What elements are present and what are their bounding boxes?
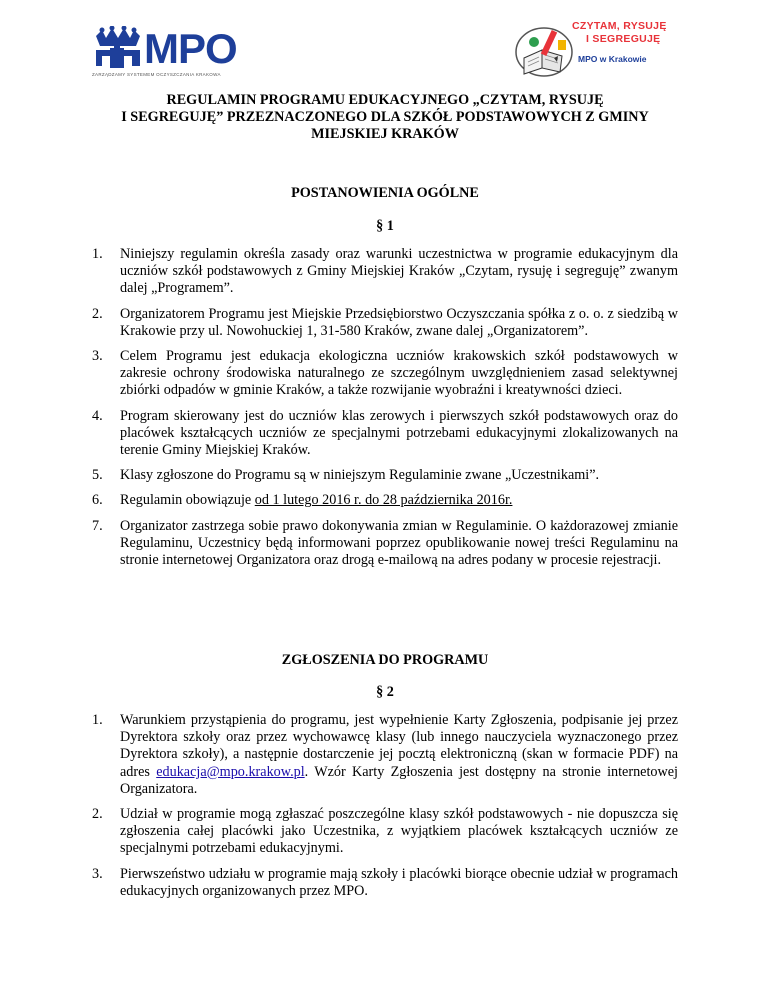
list-item: 1. Niniejszy regulamin określa zasady oraz warunki uczestnictwa w programie edukacyjnym dla uczniów szkół podstawowych z Gminy Miejskiej Kraków „Czytam, rysuję i segreguję” zwanym dalej „Programem”. — [92, 246, 678, 297]
list-item: 6. Regulamin obowiązuje od 1 lutego 2016 r. do 28 października 2016r. — [92, 492, 513, 509]
mpo-tagline: ZARZĄDZAMY SYSTEMEM OCZYSZCZANIA KRAKOWA — [92, 72, 221, 77]
list-item: 1. Warunkiem przystąpienia do programu, jest wypełnienie Karty Zgłoszenia, podpisanie jej przez Dyrektora szkoły oraz przez wychowawcę klasy (lub innego nauczyciela wyznaczonego przez Dyrektora szkoły), a następnie dostarczenie jej pocztą elektroniczną (skan w formacie PDF) na adres edukacja@mpo.krakow.pl. Wzór Karty Zgłoszenia jest dostępny na stronie internetowej Organizatora. — [92, 712, 678, 797]
title-line-1: REGULAMIN PROGRAMU EDUKACYJNEGO „CZYTAM, RYSUJĘ — [166, 92, 604, 108]
mpo-brand-text: MPO — [144, 25, 237, 72]
list-item: 2. Udział w programie mogą zgłaszać poszczególne klasy szkół podstawowych - nie dopuszcza się zgłoszenia całej placówki jako Uczestnika, z wyjątkiem placówek kształcących uczniów ze specjalnymi potrzebami edukacyjnymi. — [92, 806, 678, 857]
email-link[interactable]: edukacja@mpo.krakow.pl — [156, 763, 305, 780]
list-item: 3. Celem Programu jest edukacja ekologiczna uczniów krakowskich szkół podstawowych w zakresie ochrony środowiska naturalnego ze szczególnym uwzględnieniem zasad selektywnej zbiórki odpadów w gminie Kraków, a także rozwijanie wyobraźni i kreatywności dzieci. — [92, 348, 678, 399]
validity-dates: od 1 lutego 2016 r. do 28 października 2016r. — [254, 492, 513, 509]
list-item: 2. Organizatorem Programu jest Miejskie Przedsiębiorstwo Oczyszczania spółka z o. o. z siedzibą w Krakowie przy ul. Nowohuckiej 1, 31-580 Kraków, zwane dalej „Organizatorem”. — [92, 305, 678, 339]
program-logo-line3: MPO w Krakowie — [578, 54, 647, 64]
title-line-3: MIEJSKIEJ KRAKÓW — [311, 126, 459, 142]
krakow-crown-icon — [92, 26, 144, 72]
mpo-logo — [92, 26, 272, 78]
list-item: 3. Pierwszeństwo udziału w programie mają szkoły i placówki biorące obecnie udział w programach edukacyjnych organizowanych przez MPO. — [92, 865, 678, 899]
program-logo — [512, 16, 692, 78]
section-heading-applications: ZGŁOSZENIA DO PROGRAMU — [281, 652, 489, 668]
section-heading-general: POSTANOWIENIA OGÓLNE — [291, 185, 479, 201]
paragraph-mark-1: § 1 — [376, 218, 394, 234]
paragraph-mark-2: § 2 — [376, 684, 394, 700]
list-item: 5. Klasy zgłoszone do Programu są w niniejszym Regulaminie zwane „Uczestnikami”. — [92, 467, 600, 484]
section1-list — [92, 246, 678, 577]
list-item: 4. Program skierowany jest do uczniów klas zerowych i pierwszych szkół podstawowych oraz do placówek kształcących uczniów ze specjalnymi potrzebami edukacyjnymi zlokalizowanych na terenie Gminy Miejskiej Kraków. — [92, 407, 678, 459]
list-item: 7. Organizator zastrzega sobie prawo dokonywania zmian w Regulaminie. O każdorazowej zmianie Regulaminu, Uczestnicy będą informowani poprzez opublikowanie nowej treści Regulaminu na stronie internetowej Organizatora oraz drogą e-mailową na adres podany w procesie rejestracji. — [92, 517, 678, 569]
title-line-2: I SEGREGUJĘ” PRZEZNACZONEGO DLA SZKÓŁ PODSTAWOWYCH Z GMINY — [121, 109, 649, 125]
section2-list — [92, 712, 678, 908]
program-logo-line2: I SEGREGUJĘ — [586, 33, 661, 45]
program-logo-line1: CZYTAM, RYSUJĘ — [572, 20, 667, 32]
document-title — [90, 92, 680, 143]
